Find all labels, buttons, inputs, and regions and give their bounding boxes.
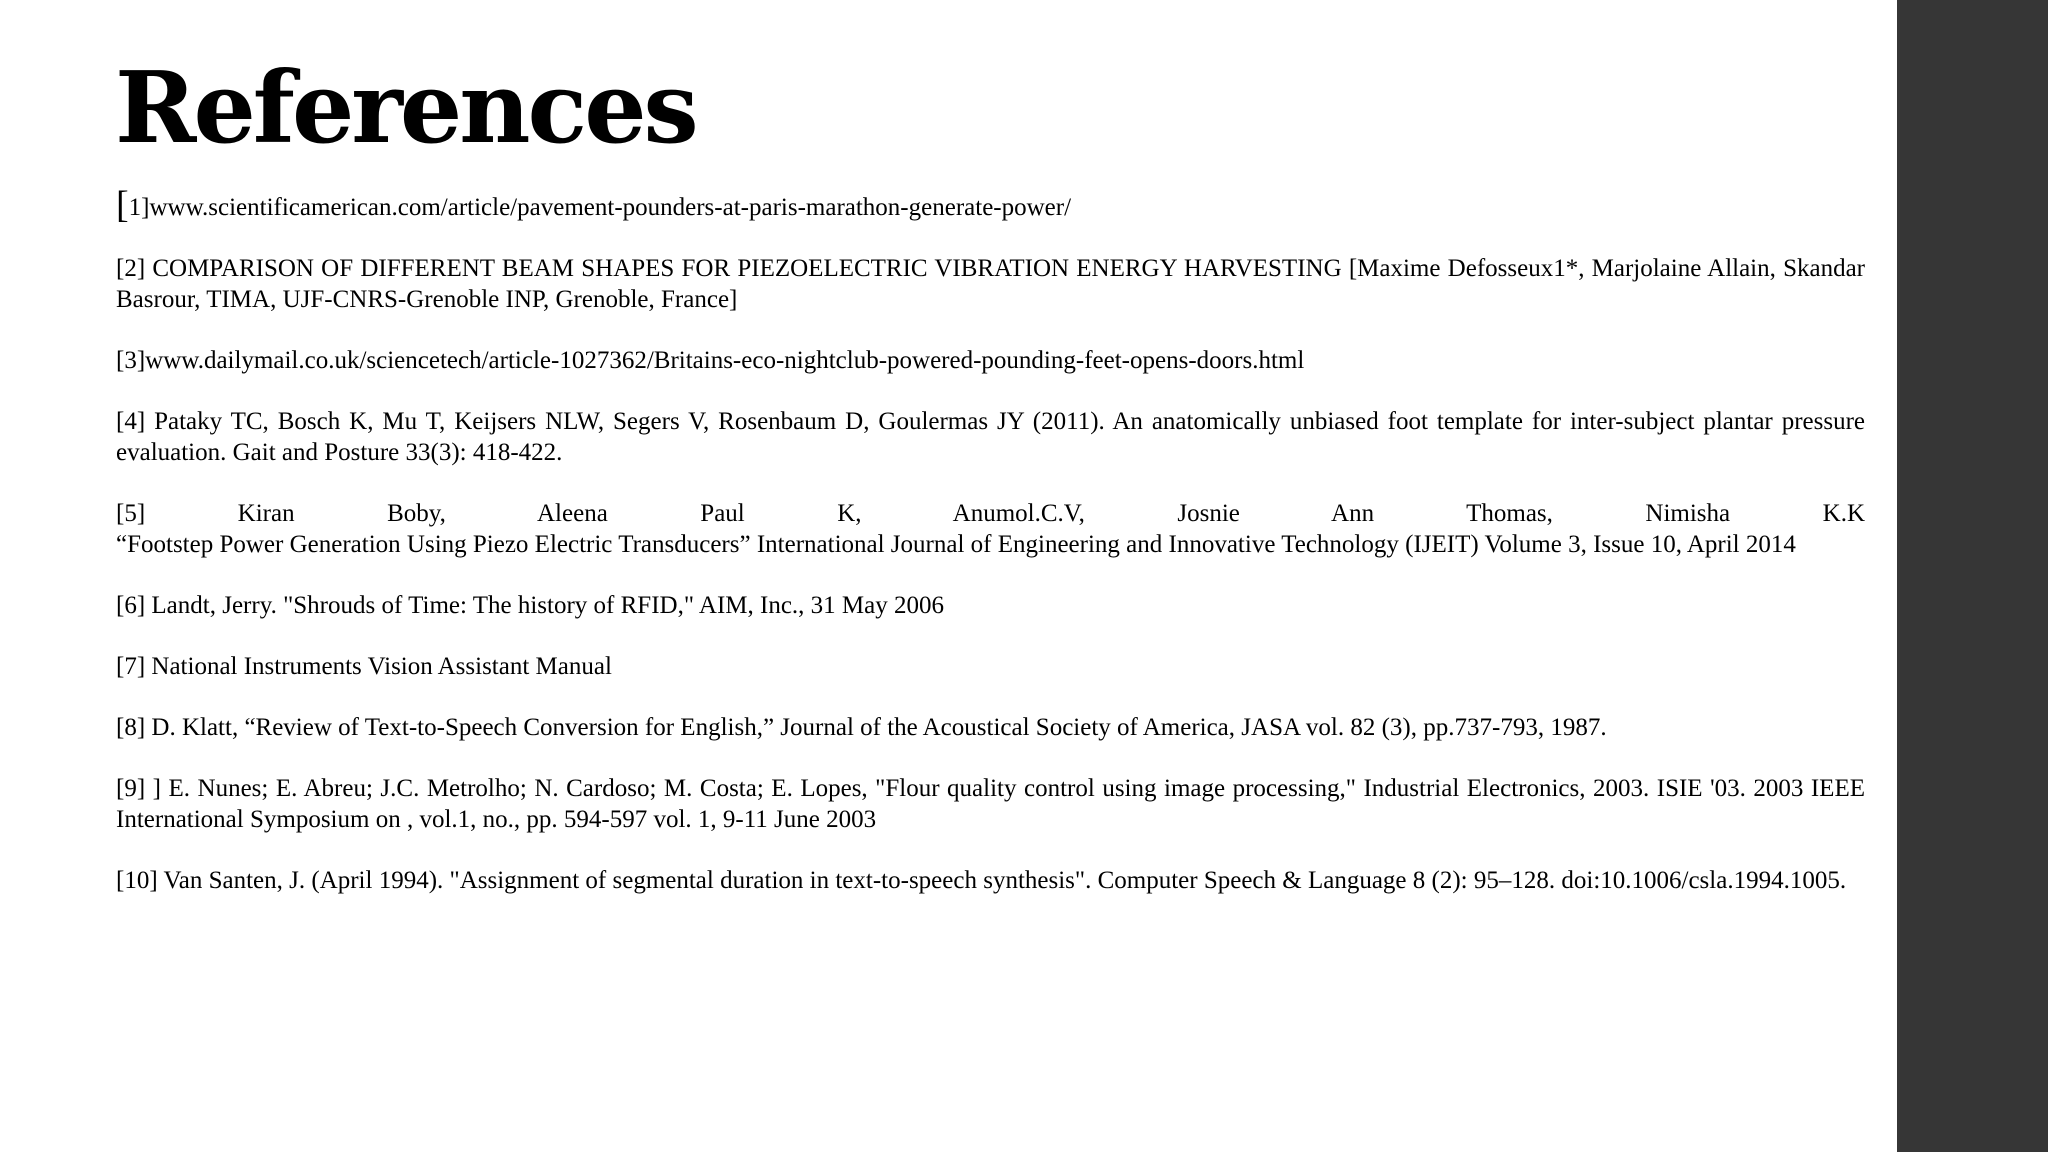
reference-authors-line: [5] Kiran Boby, Aleena Paul K, Anumol.C.V, Josnie Ann Thomas, Nimisha K.K [116,500,1865,527]
reference-item-2: [2] COMPARISON OF DIFFERENT BEAM SHAPES FOR PIEZOELECTRIC VIBRATION ENERGY HARVESTING [Maxime Defosseux1*, Marjolaine Allain, Skandar Basrour, TIMA, UJF-CNRS-Grenoble INP, Grenoble, France] [116,255,1865,313]
reference-item-8: [8] D. Klatt, “Review of Text-to-Speech Conversion for English,” Journal of the Acoustical Society of America, JASA vol. 82 (3), pp.737-793, 1987. [116,714,1607,741]
reference-item-6: [6] Landt, Jerry. "Shrouds of Time: The history of RFID," AIM, Inc., 31 May 2006 [116,592,945,619]
reference-item-10: [10] Van Santen, J. (April 1994). "Assignment of segmental duration in text-to-speech synthesis". Computer Speech & Language 8 (2): 95–128. doi:10.1006/csla.1994.1005. [116,867,1847,894]
reference-title-line: “Footstep Power Generation Using Piezo Electric Transducers” International Journal of Engineering and Innovative Technology (IJEIT) Volume 3, Issue 10, April 2014 [116,531,1796,558]
reference-bracket: [ [116,184,129,226]
side-bar [1897,0,2048,1152]
reference-item-3: [3]www.dailymail.co.uk/sciencetech/article-1027362/Britains-eco-nightclub-powered-pounding-feet-opens-doors.html [116,347,1305,374]
reference-item-5 [116,498,1865,560]
page-title: References [115,51,696,166]
reference-list [116,184,1865,926]
reference-item-7: [7] National Instruments Vision Assistant Manual [116,653,612,680]
reference-item-9: [9] ] E. Nunes; E. Abreu; J.C. Metrolho; N. Cardoso; M. Costa; E. Lopes, "Flour quality control using image processing," Industrial Electronics, 2003. ISIE '03. 2003 IEEE International Symposium on , vol.1, no., pp. 594-597 vol. 1, 9-11 June 2003 [116,775,1865,833]
reference-item-4: [4] Pataky TC, Bosch K, Mu T, Keijsers NLW, Segers V, Rosenbaum D, Goulermas JY (2011). An anatomically unbiased foot template for inter-subject plantar pressure evaluation. Gait and Posture 33(3): 418-422. [116,408,1865,466]
reference-item-1 [116,184,1865,226]
reference-text: 1]www.scientificamerican.com/article/pavement-pounders-at-paris-marathon-generate-power/ [128,194,1072,221]
